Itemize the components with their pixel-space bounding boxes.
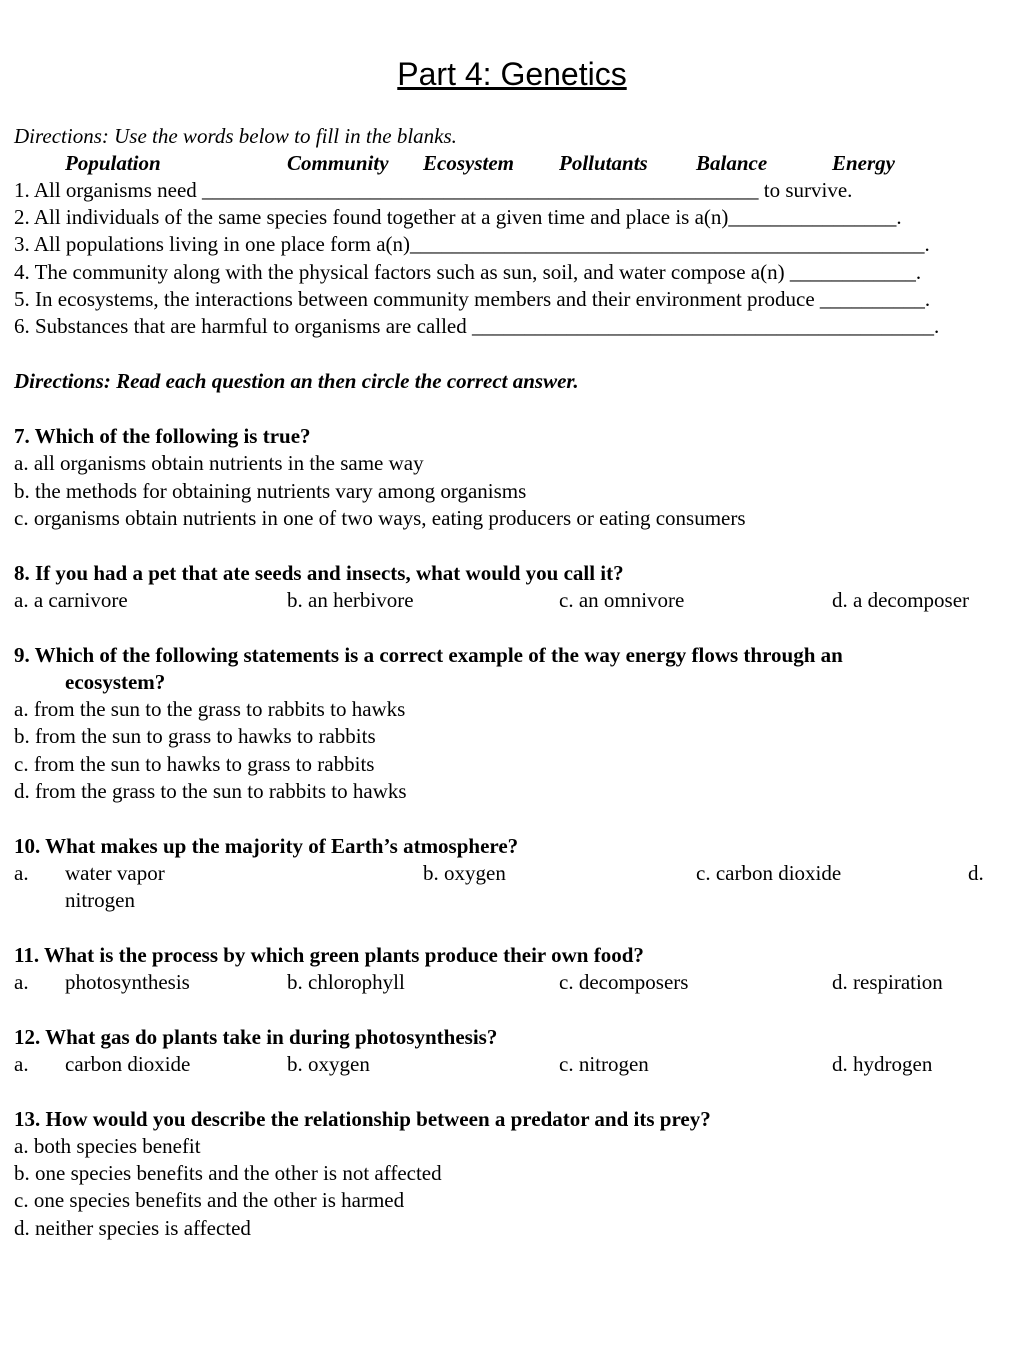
word-bank-item: Energy (832, 151, 895, 175)
q12-option-a: carbon dioxide (65, 1052, 191, 1076)
question-12: 12. What gas do plants take in during photosynthesis? (14, 1025, 498, 1049)
word-bank-item: Population (65, 151, 161, 175)
q13-option-a: a. both species benefit (14, 1134, 201, 1158)
q11-option-a: photosynthesis (65, 970, 190, 994)
page-title: Part 4: Genetics (397, 56, 627, 92)
word-bank-item: Balance (696, 151, 768, 175)
q13-option-c: c. one species benefits and the other is harmed (14, 1188, 405, 1212)
q10-option-a: water vapor (65, 861, 165, 885)
q7-option-b: b. the methods for obtaining nutrients vary among organisms (14, 479, 527, 503)
q8-option-d: d. a decomposer (832, 588, 970, 612)
q9-option-c: c. from the sun to hawks to grass to rabbits (14, 752, 375, 776)
q8-option-a: a. a carnivore (14, 588, 128, 612)
q13-option-b: b. one species benefits and the other is not affected (14, 1161, 442, 1185)
fill-in-item-3: 3. All populations living in one place form a(n)_________________________________________________. (14, 232, 930, 256)
q8-option-c: c. an omnivore (559, 588, 685, 612)
question-13: 13. How would you describe the relationship between a predator and its prey? (14, 1107, 711, 1131)
q12-option-a-letter: a. (14, 1052, 29, 1076)
fill-in-item-4: 4. The community along with the physical factors such as sun, soil, and water compose a(n) ____________. (14, 260, 922, 284)
word-bank-item: Community (287, 151, 389, 175)
fill-in-item-1: 1. All organisms need _____________________________________________________ to survive. (14, 178, 853, 202)
fill-in-item-5: 5. In ecosystems, the interactions between community members and their environment produce __________. (14, 287, 931, 311)
question-8: 8. If you had a pet that ate seeds and insects, what would you call it? (14, 561, 624, 585)
q12-option-b: b. oxygen (287, 1052, 370, 1076)
word-bank-item: Ecosystem (423, 151, 514, 175)
directions-multiple-choice: Directions: Read each question an then circle the correct answer. (14, 369, 579, 393)
fill-in-item-6: 6. Substances that are harmful to organisms are called ____________________________________________. (14, 314, 940, 338)
q8-option-b: b. an herbivore (287, 588, 414, 612)
word-bank-item: Pollutants (559, 151, 648, 175)
q13-option-d: d. neither species is affected (14, 1216, 251, 1240)
q9-option-a: a. from the sun to the grass to rabbits to hawks (14, 697, 406, 721)
q10-option-d-letter: d. (968, 861, 984, 885)
q7-option-a: a. all organisms obtain nutrients in the same way (14, 451, 424, 475)
q10-option-c: c. carbon dioxide (696, 861, 842, 885)
q12-option-d: d. hydrogen (832, 1052, 933, 1076)
q10-option-b: b. oxygen (423, 861, 506, 885)
fill-in-item-2: 2. All individuals of the same species found together at a given time and place is a(n)________________. (14, 205, 902, 229)
q9-option-d: d. from the grass to the sun to rabbits to hawks (14, 779, 407, 803)
q12-option-c: c. nitrogen (559, 1052, 649, 1076)
question-9: 9. Which of the following statements is a correct example of the way energy flows through an (14, 643, 843, 667)
question-7: 7. Which of the following is true? (14, 424, 311, 448)
q10-option-d: nitrogen (65, 888, 135, 912)
q9-option-b: b. from the sun to grass to hawks to rabbits (14, 724, 376, 748)
question-9-continued: ecosystem? (65, 670, 166, 694)
directions-fill-blanks: Directions: Use the words below to fill in the blanks. (14, 124, 457, 148)
q7-option-c: c. organisms obtain nutrients in one of two ways, eating producers or eating consumers (14, 506, 746, 530)
question-11: 11. What is the process by which green plants produce their own food? (14, 943, 644, 967)
q10-option-a-letter: a. (14, 861, 29, 885)
q11-option-a-letter: a. (14, 970, 29, 994)
q11-option-d: d. respiration (832, 970, 943, 994)
q11-option-c: c. decomposers (559, 970, 689, 994)
q11-option-b: b. chlorophyll (287, 970, 405, 994)
question-10: 10. What makes up the majority of Earth’s atmosphere? (14, 834, 519, 858)
